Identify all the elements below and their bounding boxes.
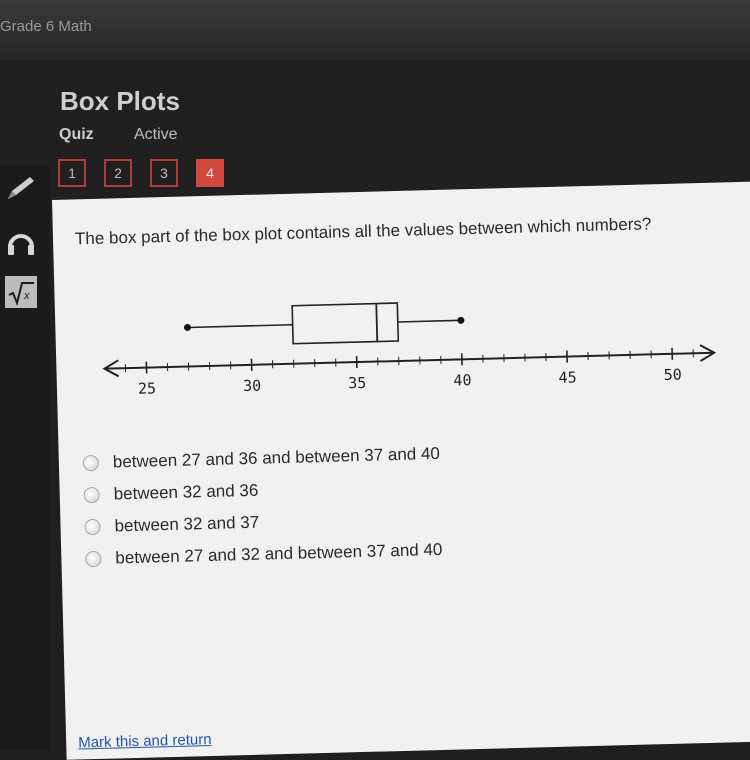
pencil-icon[interactable] bbox=[4, 173, 38, 208]
choice-label: between 27 and 36 and between 37 and 40 bbox=[113, 444, 440, 473]
tick-label: 40 bbox=[453, 371, 472, 389]
median-line bbox=[376, 304, 377, 342]
max-point bbox=[457, 317, 464, 324]
radio-button[interactable] bbox=[83, 455, 99, 471]
course-name: Grade 6 Math bbox=[0, 18, 92, 35]
svg-text:x: x bbox=[23, 290, 30, 302]
question-nav bbox=[58, 159, 224, 187]
question-tab-3[interactable]: 3 bbox=[150, 159, 178, 187]
tick-label: 35 bbox=[348, 374, 367, 392]
left-whisker bbox=[188, 325, 293, 328]
radio-button[interactable] bbox=[85, 551, 101, 567]
choice-label: between 32 and 37 bbox=[114, 513, 259, 537]
headphones-icon[interactable] bbox=[4, 227, 38, 262]
right-whisker bbox=[398, 320, 461, 322]
question-tab-2[interactable]: 2 bbox=[104, 159, 132, 187]
radio-button[interactable] bbox=[84, 519, 100, 535]
number-line-axis bbox=[104, 353, 714, 369]
mark-and-return-link[interactable]: Mark this and return bbox=[78, 731, 212, 751]
box bbox=[292, 303, 398, 344]
page-title: Box Plots bbox=[60, 86, 180, 117]
question-tab-4[interactable]: 4 bbox=[196, 159, 224, 187]
tick-label: 45 bbox=[558, 368, 577, 386]
choice-label: between 27 and 32 and between 37 and 40 bbox=[115, 540, 442, 569]
question-text: The box part of the box plot contains all the values between which numbers? bbox=[75, 214, 652, 249]
min-point bbox=[184, 324, 191, 331]
question-tab-1[interactable]: 1 bbox=[58, 159, 86, 187]
top-bar bbox=[0, 0, 750, 60]
tick-label: 25 bbox=[138, 379, 157, 397]
quiz-label: Quiz bbox=[59, 126, 94, 144]
answer-choices bbox=[82, 438, 442, 575]
tick-label: 30 bbox=[243, 377, 262, 395]
question-panel bbox=[52, 182, 750, 760]
sqrt-calculator-icon[interactable] bbox=[4, 275, 38, 314]
choice-label: between 32 and 36 bbox=[113, 481, 258, 505]
status-text: Active bbox=[134, 126, 178, 144]
tool-strip bbox=[0, 165, 50, 750]
tick-label: 50 bbox=[663, 366, 682, 384]
box-plot-chart bbox=[92, 272, 735, 419]
radio-button[interactable] bbox=[84, 487, 100, 503]
